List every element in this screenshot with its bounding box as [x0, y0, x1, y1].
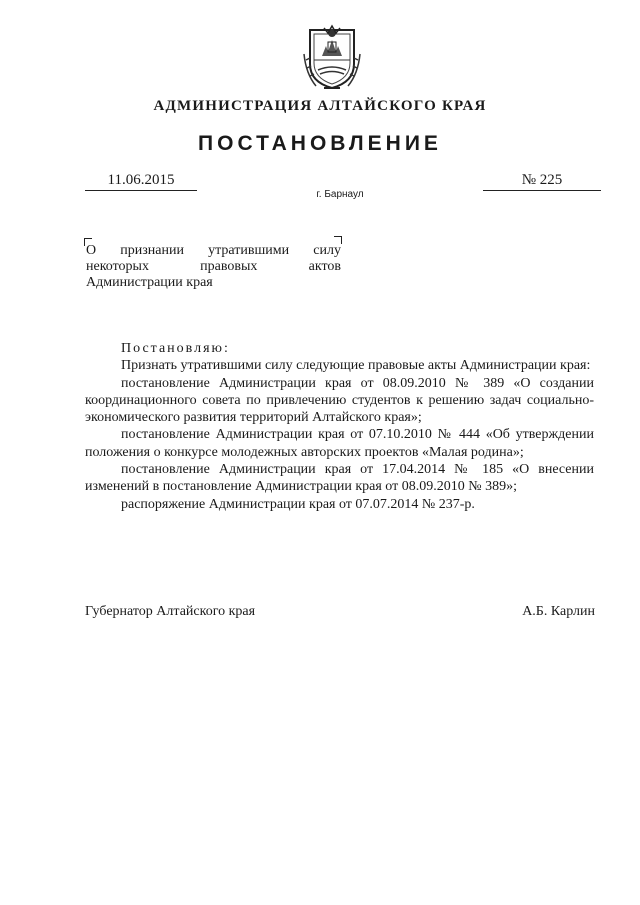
document-number: № 225: [483, 172, 601, 191]
body-paragraph: Признать утратившими силу следующие правовые акты Администрации края:: [121, 358, 591, 374]
document-body: [85, 340, 594, 513]
city-label: г. Барнаул: [316, 189, 364, 200]
signer-position: Губернатор Алтайского края: [85, 604, 256, 619]
decree-word: Постановляю:: [121, 341, 230, 356]
coat-of-arms-icon: [302, 24, 362, 92]
body-paragraph: постановление Администрации края от 17.04.2014 № 185 «О внесении изменений в постановление Администрации края от 08.09.2010 № 389»;: [85, 462, 594, 495]
body-paragraph: постановление Администрации края от 07.10.2010 № 444 «Об утверждении положения о конкурсе молодежных авторских проектов «Малая родина»;: [85, 427, 594, 460]
body-paragraph: распоряжение Администрации края от 07.07.2014 № 237-р.: [121, 496, 475, 512]
document-date: 11.06.2015: [85, 172, 197, 191]
body-paragraph: постановление Администрации края от 08.09.2010 № 389 «О создании координационного совета по привлечению студентов к решению задач социально-экономического развития территорий Алтайского края»;: [85, 375, 594, 426]
document-title: ПОСТАНОВЛЕНИЕ: [198, 132, 442, 155]
signer-name: А.Б. Карлин: [522, 604, 595, 619]
document-subject: О признании утратившими силу некоторых правовых актов Администрации края: [86, 243, 341, 290]
organization-name: АДМИНИСТРАЦИЯ АЛТАЙСКОГО КРАЯ: [153, 98, 487, 114]
